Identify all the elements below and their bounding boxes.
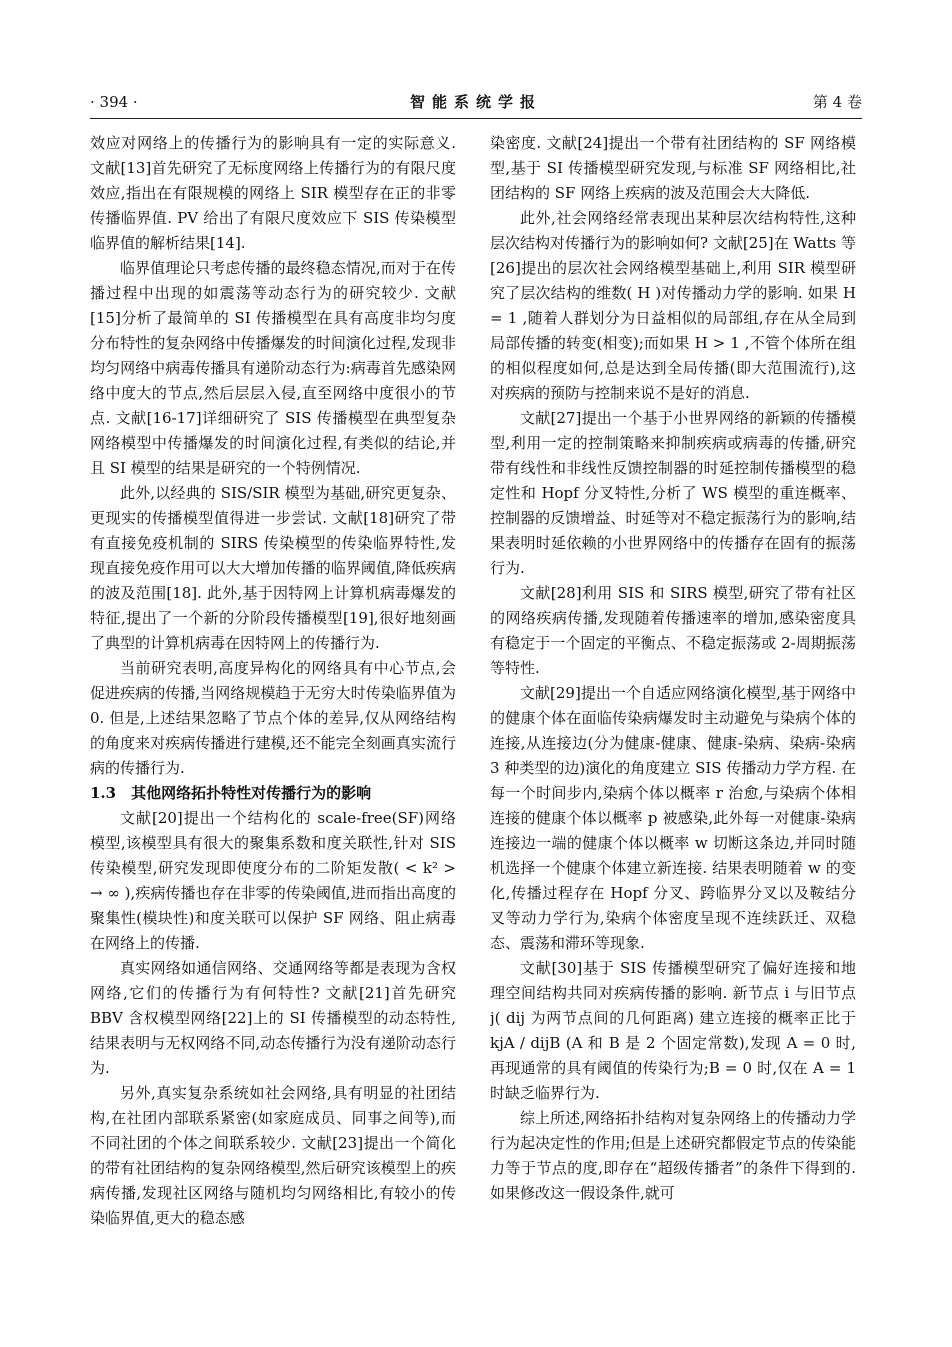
volume-label: 第 4 卷 (812, 93, 862, 111)
paragraph: 文献[30]基于 SIS 传播模型研究了偏好连接和地理空间结构共同对疾病传播的影响. 新节点 i 与旧节点 j( dij 为两节点间的几何距离) 建立连接的概率正比于 kjA / dijB (A 和 B 是 2 个固定常数),发现 A = 0 时,再现通常的具有阈值的传染行为;B = 0 时,仅在 A = 1 时缺乏临界行为. (490, 959, 856, 1102)
paragraph: 文献[29]提出一个自适应网络演化模型,基于网络中的健康个体在面临传染病爆发时主动避免与染病个体的连接,从连接边(分为健康-健康、健康-染病、染病-染病 3 种类型的边)演化的角度建立 SIS 传播动力学方程. 在每一个时间步内,染病个体以概率 r 治愈,与染病个体相连接的健康个体以概率 p 被感染,此外每一对健康-染病连接边一端的健康个体以概率 w 切断这条边,并同时随机选择一个健康个体建立新连接. 结果表明随着 w 的变化,传播过程存在 Hopf 分叉、跨临界分叉以及鞍结分叉等动力学行为,染病个体密度呈现不连续跃迁、双稳态、震荡和滞环等现象. (490, 684, 856, 952)
paragraph: 当前研究表明,高度异构化的网络具有中心节点,会促进疾病的传播,当网络规模趋于无穷大时传染临界值为 0. 但是,上述结果忽略了节点个体的差异,仅从网络结构的角度来对疾病传播进行建模,还不能完全刻画真实流行病的传播行为. (90, 659, 456, 777)
header-rule (90, 118, 862, 119)
paragraph: 此外,以经典的 SIS/SIR 模型为基础,研究更复杂、更现实的传播模型值得进一步尝试. 文献[18]研究了带有直接免疫机制的 SIRS 传染模型的传染临界特性,发现直接免疫作用可以大大增加传播的临界阈值,降低疾病的波及范围[18]. 此外,基于因特网上计算机病毒爆发的特征,提出了一个新的分阶段传播模型[19],很好地刻画了典型的计算机病毒在因特网上的传播行为. (90, 484, 456, 652)
paragraph: 临界值理论只考虑传播的最终稳态情况,而对于在传播过程中出现的如震荡等动态行为的研究较少. 文献[15]分析了最简单的 SI 传播模型在具有高度非均匀度分布特性的复杂网络中传播爆发的时间演化过程,发现非均匀网络中病毒传播具有递阶动态行为:病毒首先感染网络中度大的节点,然后层层入侵,直至网络中度很小的节点. 文献[16-17]详细研究了 SIS 传播模型在典型复杂网络模型中传播爆发的时间演化过程,有类似的结论,并且 SI 模型的结果是研究的一个特例情况. (90, 259, 456, 477)
paragraph: 染密度. 文献[24]提出一个带有社团结构的 SF 网络模型,基于 SI 传播模型研究发现,与标准 SF 网络相比,社团结构的 SF 网络上疾病的波及范围会大大降低. (490, 134, 856, 202)
running-header (90, 92, 862, 116)
paragraph: 文献[27]提出一个基于小世界网络的新颖的传播模型,利用一定的控制策略来抑制疾病或病毒的传播,研究带有线性和非线性反馈控制器的时延控制传播模型的稳定性和 Hopf 分叉特性,分析了 WS 模型的重连概率、控制器的反馈增益、时延等对不稳定振荡行为的影响,结果表明时延依赖的小世界网络中的传播存在固有的振荡行为. (490, 409, 856, 577)
paragraph: 此外,社会网络经常表现出某种层次结构特性,这种层次结构对传播行为的影响如何? 文献[25]在 Watts 等[26]提出的层次社会网络模型基础上,利用 SIR 模型研究了层次结构的维数( H )对传播动力学的影响. 如果 H = 1 ,随着人群划分为日益相似的局部组,存在从全局到局部传播的转变(相变);而如果 H > 1 ,不管个体所在组的相似程度如何,总是达到全局传播(即大范围流行),这对疾病的预防与控制来说不是好的消息. (490, 209, 856, 402)
page-number: · 394 · (90, 93, 138, 111)
right-column (490, 131, 856, 1301)
left-column (90, 131, 456, 1301)
paragraph: 文献[28]利用 SIS 和 SIRS 模型,研究了带有社区的网络疾病传播,发现随着传播速率的增加,感染密度具有稳定于一个固定的平衡点、不稳定振荡或 2-周期振荡等特性. (490, 584, 856, 677)
section-heading: 1.3 其他网络拓扑特性对传播行为的影响 (90, 784, 372, 802)
paragraph: 另外,真实复杂系统如社会网络,具有明显的社团结构,在社团内部联系紧密(如家庭成员、同事之间等),而不同社团的个体之间联系较少. 文献[23]提出一个简化的带有社团结构的复杂网络模型,然后研究该模型上的疾病传播,发现社区网络与随机均匀网络相比,有较小的传染临界值,更大的稳态感 (90, 1084, 456, 1227)
paragraph: 文献[20]提出一个结构化的 scale-free(SF)网络模型,该模型具有很大的聚集系数和度关联性,针对 SIS 传染模型,研究发现即使度分布的二阶矩发散( < k² > → ∞ ),疾病传播也存在非零的传染阈值,进而指出高度的聚集性(模块性)和度关联可以保护 SF 网络、阻止病毒在网络上的传播. (90, 809, 456, 952)
paragraph: 综上所述,网络拓扑结构对复杂网络上的传播动力学行为起决定性的作用;但是上述研究都假定节点的传染能力等于节点的度,即存在“超级传播者”的条件下得到的. 如果修改这一假设条件,就可 (490, 1109, 856, 1202)
paragraph: 真实网络如通信网络、交通网络等都是表现为含权网络,它们的传播行为有何特性? 文献[21]首先研究 BBV 含权模型网络[22]上的 SI 传播模型的动态特性,结果表明与无权网络不同,动态传播行为没有递阶动态行为. (90, 959, 456, 1077)
journal-title: 智能系统学报 (409, 93, 542, 111)
paragraph: 效应对网络上的传播行为的影响具有一定的实际意义. 文献[13]首先研究了无标度网络上传播行为的有限尺度效应,指出在有限规模的网络上 SIR 模型存在正的非零传播临界值. PV 给出了有限尺度效应下 SIS 传染模型临界值的解析结果[14]. (90, 134, 456, 252)
